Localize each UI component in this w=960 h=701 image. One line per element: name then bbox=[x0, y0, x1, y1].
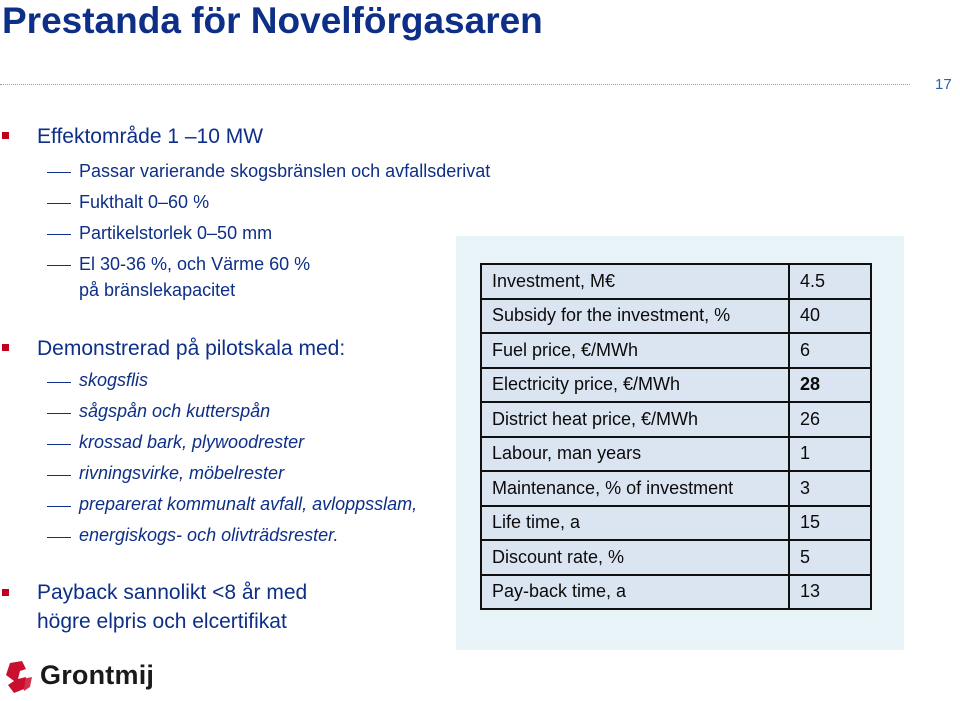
sub-item: Fukthalt 0–60 % bbox=[79, 192, 210, 212]
sub-item-continuation: på bränslekapacitet bbox=[79, 280, 236, 300]
row-value: 1 bbox=[789, 437, 871, 472]
sub-item: rivningsvirke, möbelrester bbox=[79, 463, 285, 483]
sub-item: Passar varierande skogsbränslen och avfallsderivat bbox=[79, 161, 491, 181]
table-row bbox=[481, 540, 871, 575]
row-value: 5 bbox=[789, 540, 871, 575]
bullet-marker bbox=[2, 132, 9, 139]
row-value: 6 bbox=[789, 333, 871, 368]
sub-item: Partikelstorlek 0–50 mm bbox=[79, 223, 273, 243]
sub-item: krossad bark, plywoodrester bbox=[79, 432, 305, 452]
sub-item: preparerat kommunalt avfall, avloppsslam, bbox=[79, 494, 418, 514]
row-label: Investment, M€ bbox=[481, 264, 789, 299]
grontmij-logo-text: Grontmij bbox=[40, 660, 155, 690]
table-row bbox=[481, 437, 871, 472]
table-row bbox=[481, 402, 871, 437]
row-value: 15 bbox=[789, 506, 871, 541]
dash-marker bbox=[47, 475, 71, 476]
sub-item: energiskogs- och olivträdsrester. bbox=[79, 525, 339, 545]
title-divider bbox=[0, 84, 910, 85]
row-label: Electricity price, €/MWh bbox=[481, 368, 789, 403]
dash-marker bbox=[47, 172, 71, 173]
bullet-payback-line1: Payback sannolikt <8 år med bbox=[37, 581, 308, 604]
row-label: Pay-back time, a bbox=[481, 575, 789, 610]
table-row bbox=[481, 368, 871, 403]
table-row bbox=[481, 471, 871, 506]
dash-marker bbox=[47, 444, 71, 445]
row-label: Discount rate, % bbox=[481, 540, 789, 575]
row-value: 13 bbox=[789, 575, 871, 610]
row-label: Labour, man years bbox=[481, 437, 789, 472]
dash-marker bbox=[47, 203, 71, 204]
dash-marker bbox=[47, 265, 71, 266]
row-label: Fuel price, €/MWh bbox=[481, 333, 789, 368]
bullet-marker bbox=[2, 589, 9, 596]
dash-marker bbox=[47, 382, 71, 383]
dash-marker bbox=[47, 506, 71, 507]
dash-marker bbox=[47, 537, 71, 538]
row-value: 26 bbox=[789, 402, 871, 437]
sub-item: sågspån och kutterspån bbox=[79, 401, 271, 421]
row-value: 4.5 bbox=[789, 264, 871, 299]
slide-title: Prestanda för Novelförgasaren bbox=[2, 0, 543, 41]
row-label: District heat price, €/MWh bbox=[481, 402, 789, 437]
sub-item: skogsflis bbox=[79, 370, 149, 390]
table-row bbox=[481, 299, 871, 334]
row-label: Subsidy for the investment, % bbox=[481, 299, 789, 334]
dash-marker bbox=[47, 234, 71, 235]
sub-item: El 30-36 %, och Värme 60 % bbox=[79, 254, 311, 274]
table-row bbox=[481, 264, 871, 299]
bullet-effect-range: Effektområde 1 –10 MW bbox=[37, 125, 264, 148]
row-value: 28 bbox=[789, 368, 871, 403]
table-row bbox=[481, 333, 871, 368]
row-label: Life time, a bbox=[481, 506, 789, 541]
table-row bbox=[481, 506, 871, 541]
bullet-marker bbox=[2, 344, 9, 351]
row-value: 40 bbox=[789, 299, 871, 334]
investment-table bbox=[480, 263, 872, 610]
bullet-demonstrated: Demonstrerad på pilotskala med: bbox=[37, 337, 346, 360]
row-label: Maintenance, % of investment bbox=[481, 471, 789, 506]
row-value: 3 bbox=[789, 471, 871, 506]
bullet-payback-line2: högre elpris och elcertifikat bbox=[37, 610, 287, 633]
table-row bbox=[481, 575, 871, 610]
page-number: 17 bbox=[935, 76, 952, 93]
dash-marker bbox=[47, 413, 71, 414]
